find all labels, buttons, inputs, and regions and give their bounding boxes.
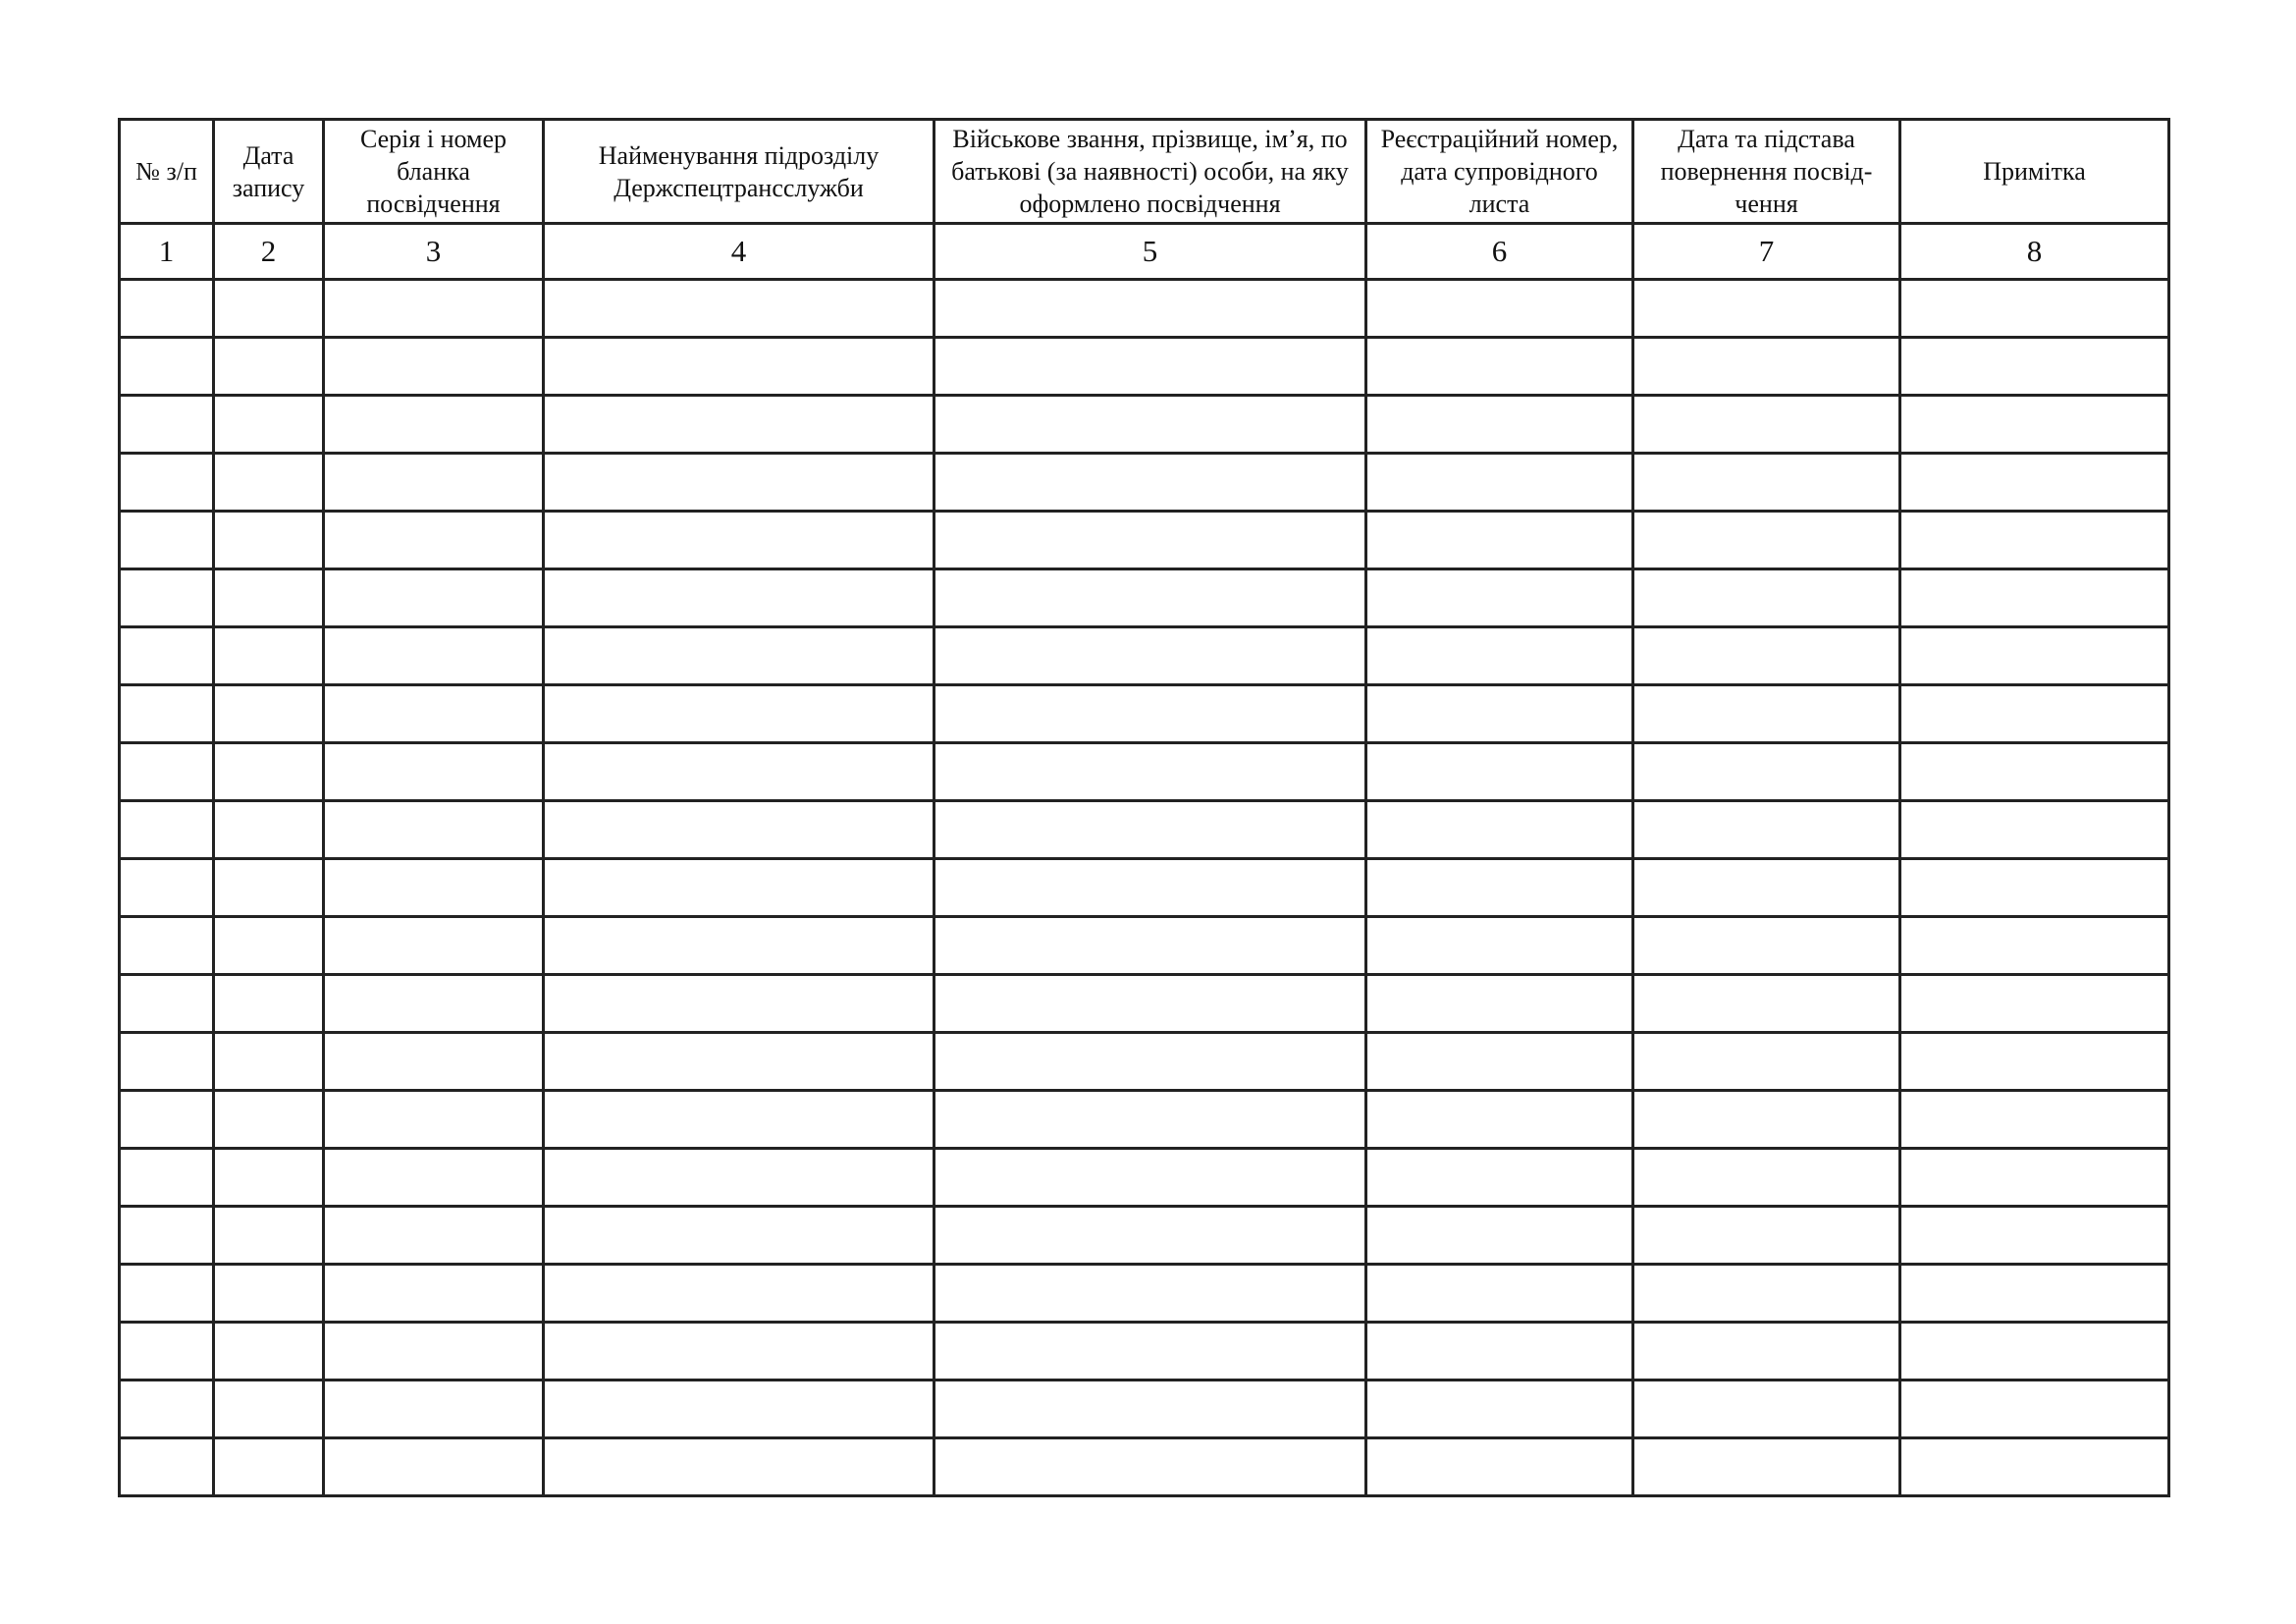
table-cell [934,1033,1366,1091]
table-cell [324,685,544,743]
table-cell [214,975,324,1033]
table-cell [324,859,544,917]
table-cell [934,338,1366,396]
table-cell [324,1265,544,1323]
table-row [120,569,2169,627]
table-row [120,859,2169,917]
table-cell [214,338,324,396]
table-cell [1900,743,2169,801]
table-cell [324,975,544,1033]
table-cell [120,975,214,1033]
table-row [120,396,2169,454]
table-cell [324,1149,544,1207]
table-cell [324,569,544,627]
column-header-certificate-series-number: Серія і номер бланка посвідчення [324,120,544,224]
table-cell [1900,1207,2169,1265]
table-cell [324,338,544,396]
table-cell [1366,685,1633,743]
table-cell [1633,280,1900,338]
table-row [120,1033,2169,1091]
table-cell [120,338,214,396]
table-cell [1633,1033,1900,1091]
table-cell [1366,1265,1633,1323]
table-row [120,801,2169,859]
table-cell [1366,743,1633,801]
table-cell [1633,396,1900,454]
table-cell [1366,338,1633,396]
table-cell [934,1380,1366,1438]
table-cell [324,1438,544,1496]
table-cell [120,280,214,338]
table-cell [324,396,544,454]
table-cell [120,1438,214,1496]
table-cell [544,454,934,512]
table-cell [1366,280,1633,338]
table-cell [120,1207,214,1265]
table-cell [934,859,1366,917]
table-cell [120,1149,214,1207]
table-cell [120,1033,214,1091]
table-row [120,975,2169,1033]
table-cell [324,1033,544,1091]
column-header-note: Примітка [1900,120,2169,224]
column-number: 6 [1366,224,1633,280]
table-cell [214,1149,324,1207]
table-cell [1366,917,1633,975]
table-row [120,743,2169,801]
table-cell [120,859,214,917]
column-number: 7 [1633,224,1900,280]
table-cell [1633,743,1900,801]
table-cell [1366,627,1633,685]
table-cell [1900,454,2169,512]
table-cell [214,512,324,569]
column-header-row-number: № з/п [120,120,214,224]
table-cell [544,280,934,338]
table-cell [1366,1033,1633,1091]
column-header-return-date-reason: Дата та підстава повернення посвід-чення [1633,120,1900,224]
table-cell [1900,1323,2169,1380]
table-cell [1633,338,1900,396]
table-cell [934,917,1366,975]
table-cell [1633,685,1900,743]
column-number: 2 [214,224,324,280]
table-cell [934,1207,1366,1265]
column-number: 8 [1900,224,2169,280]
table-cell [1366,975,1633,1033]
table-row [120,1265,2169,1323]
table-cell [1633,1265,1900,1323]
table-cell [544,338,934,396]
table-cell [1900,1380,2169,1438]
table-cell [1900,859,2169,917]
table-cell [934,801,1366,859]
table-cell [214,1265,324,1323]
table-cell [934,743,1366,801]
table-cell [1900,512,2169,569]
table-cell [934,627,1366,685]
table-cell [1900,801,2169,859]
table-cell [1633,801,1900,859]
table-cell [1633,1323,1900,1380]
table-cell [934,1149,1366,1207]
table-cell [324,627,544,685]
table-row [120,1149,2169,1207]
table-cell [1366,1149,1633,1207]
table-cell [1900,975,2169,1033]
table-cell [1366,859,1633,917]
table-row [120,1438,2169,1496]
table-cell [544,1091,934,1149]
table-cell [544,569,934,627]
table-cell [1900,1438,2169,1496]
table-cell [120,396,214,454]
table-row [120,280,2169,338]
table-cell [544,975,934,1033]
table-cell [324,512,544,569]
table-cell [214,801,324,859]
table-cell [544,1380,934,1438]
table-cell [214,685,324,743]
table-cell [544,512,934,569]
column-header-unit-name: Найменування підрозділу Держспецтрансслужби [544,120,934,224]
table-cell [1633,1207,1900,1265]
column-number: 5 [934,224,1366,280]
table-cell [1633,569,1900,627]
table-cell [324,801,544,859]
table-cell [1366,801,1633,859]
table-cell [1900,1091,2169,1149]
column-number: 4 [544,224,934,280]
table-cell [214,1438,324,1496]
table-cell [214,1380,324,1438]
table-cell [120,627,214,685]
register-table [118,118,2170,1497]
table-cell [1900,396,2169,454]
table-row [120,1207,2169,1265]
table-cell [324,1380,544,1438]
table-cell [1900,338,2169,396]
table-row [120,685,2169,743]
table-cell [544,396,934,454]
table-cell [544,685,934,743]
table-cell [1633,975,1900,1033]
table-cell [1366,512,1633,569]
table-row [120,512,2169,569]
table-cell [1900,1265,2169,1323]
table-cell [934,1323,1366,1380]
table-cell [120,1091,214,1149]
table-cell [934,975,1366,1033]
table-cell [324,1323,544,1380]
column-number: 1 [120,224,214,280]
table-cell [1633,512,1900,569]
table-cell [214,917,324,975]
table-cell [214,280,324,338]
table-cell [544,1323,934,1380]
column-header-entry-date: Дата запису [214,120,324,224]
table-cell [214,1207,324,1265]
table-cell [120,685,214,743]
table-cell [214,1323,324,1380]
table-cell [1900,685,2169,743]
table-cell [120,801,214,859]
table-cell [544,859,934,917]
table-cell [1633,917,1900,975]
table-cell [324,917,544,975]
table-cell [934,1265,1366,1323]
column-number-row [120,224,2169,280]
table-cell [544,743,934,801]
table-cell [1633,1091,1900,1149]
table-cell [120,569,214,627]
table-cell [214,743,324,801]
table-cell [1366,569,1633,627]
table-row [120,627,2169,685]
table-cell [1633,859,1900,917]
table-cell [1900,280,2169,338]
table-cell [214,396,324,454]
table-cell [1366,1380,1633,1438]
table-cell [934,1091,1366,1149]
table-cell [1366,1091,1633,1149]
table-cell [214,454,324,512]
table-cell [120,512,214,569]
table-cell [934,685,1366,743]
table-cell [120,1265,214,1323]
table-cell [1633,1149,1900,1207]
table-cell [934,512,1366,569]
table-cell [1366,454,1633,512]
table-cell [1633,1438,1900,1496]
table-cell [120,917,214,975]
table-cell [1900,569,2169,627]
table-cell [544,1149,934,1207]
table-cell [1900,627,2169,685]
table-cell [324,1091,544,1149]
table-cell [1900,917,2169,975]
header-row [120,120,2169,224]
table-cell [214,627,324,685]
table-cell [934,454,1366,512]
table-cell [1366,1207,1633,1265]
table-cell [324,743,544,801]
table-cell [544,627,934,685]
table-cell [934,569,1366,627]
table-row [120,1323,2169,1380]
table-cell [120,743,214,801]
table-cell [934,396,1366,454]
table-cell [214,859,324,917]
table-row [120,917,2169,975]
table-cell [214,569,324,627]
table-body [120,280,2169,1496]
table-cell [214,1033,324,1091]
table-cell [544,1207,934,1265]
table-cell [1366,1323,1633,1380]
column-header-registration-number: Реєстраційний номер, дата супровідного листа [1366,120,1633,224]
table-cell [120,1323,214,1380]
column-header-person: Військове звання, прізвище, ім’я, по батькові (за наявності) особи, на яку оформлено посвідчення [934,120,1366,224]
table-cell [324,280,544,338]
table-cell [544,1033,934,1091]
table-cell [544,917,934,975]
table-row [120,1091,2169,1149]
table-cell [1900,1149,2169,1207]
table-cell [1633,454,1900,512]
table-cell [214,1091,324,1149]
table-cell [120,454,214,512]
table-cell [934,1438,1366,1496]
table-cell [934,280,1366,338]
table-cell [120,1380,214,1438]
table-cell [1633,1380,1900,1438]
table-cell [1366,396,1633,454]
table-cell [1366,1438,1633,1496]
table-row [120,338,2169,396]
table-row [120,1380,2169,1438]
table-cell [1633,627,1900,685]
table-cell [544,1438,934,1496]
table-cell [324,454,544,512]
column-number: 3 [324,224,544,280]
table-cell [1900,1033,2169,1091]
table-cell [544,801,934,859]
table-row [120,454,2169,512]
table-cell [324,1207,544,1265]
table-cell [544,1265,934,1323]
